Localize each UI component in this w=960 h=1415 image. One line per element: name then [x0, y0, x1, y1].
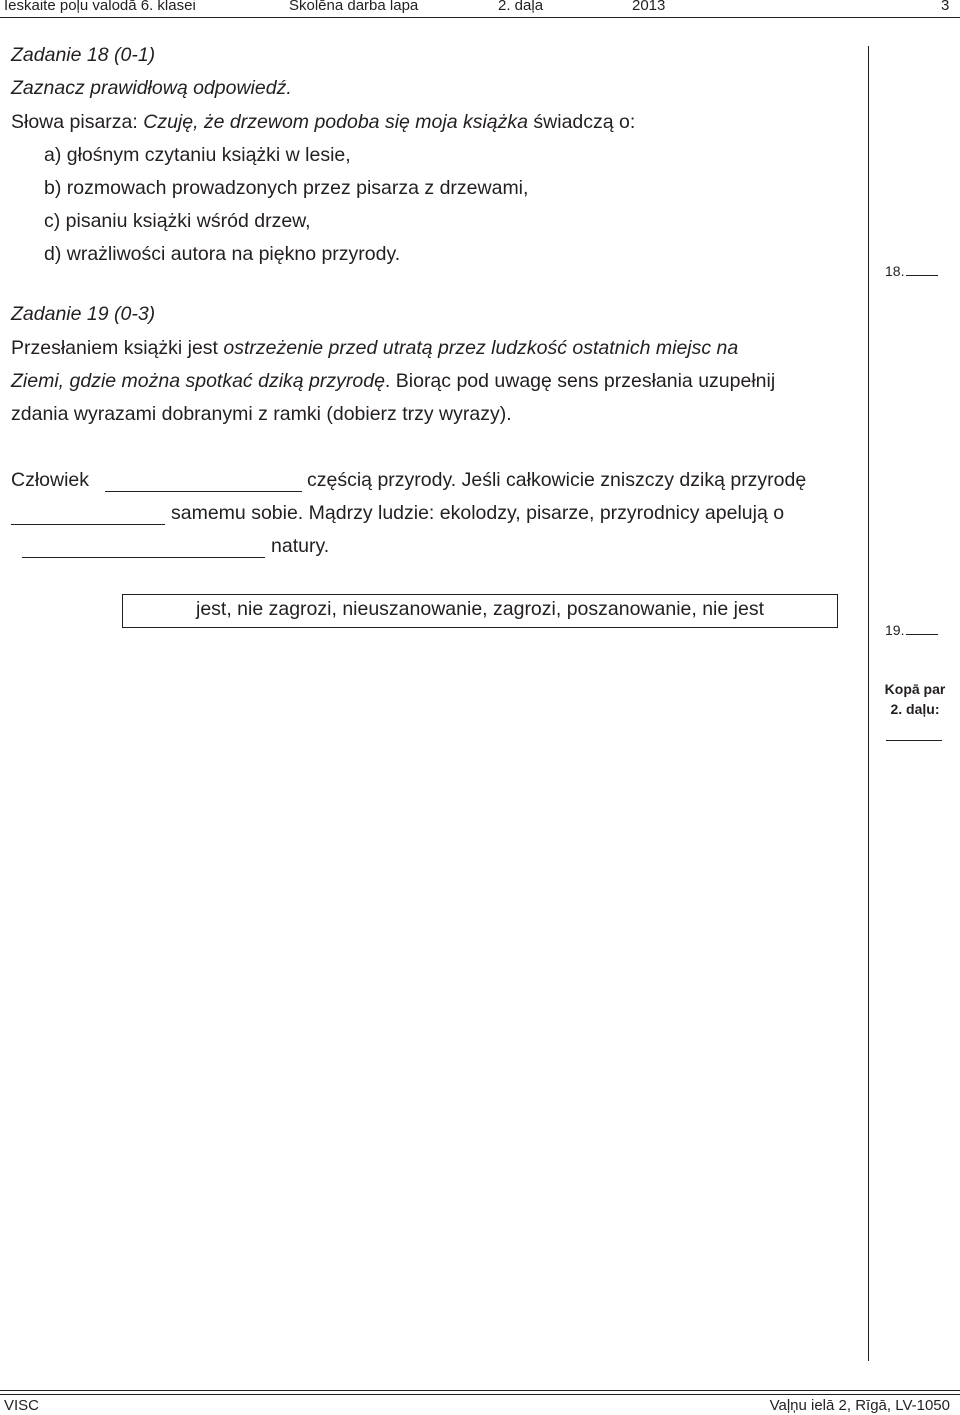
header-doc-type: Skolēna darba lapa [289, 0, 419, 14]
task18-option-c[interactable]: c) pisaniu książki wśród drzew, [44, 210, 311, 232]
task18-score-field[interactable] [906, 263, 938, 276]
fill1-after-text: częścią przyrody. Jeśli całkowicie zniszczy dziką przyrodę [307, 469, 807, 491]
part-total-label [870, 679, 960, 719]
task19-p1-prefix: Przesłaniem książki jest [11, 337, 224, 359]
task18-option-d[interactable]: d) wrażliwości autora na piękno przyrody. [44, 243, 401, 265]
fill3-after-text: natury. [271, 535, 330, 557]
task19-score [885, 622, 938, 638]
footer-organization: VISC [4, 1397, 40, 1414]
task19-p2-italic: Ziemi, gdzie można spotkać dziką przyrodę [11, 370, 385, 392]
task19-score-field[interactable] [906, 622, 938, 635]
task18-question-suffix: świadczą o: [528, 111, 636, 133]
fill1-before-text: Człowiek [11, 469, 90, 491]
header-divider [0, 17, 960, 18]
part-total-line2: 2. daļu: [890, 701, 940, 717]
margin-divider [868, 46, 869, 1361]
task19-paragraph-line2 [11, 369, 775, 393]
header-page-number: 3 [941, 0, 950, 14]
task18-question-quote: Czuję, że drzewom podoba się moja książka [143, 111, 528, 133]
task18-instruction: Zaznacz prawidłową odpowiedź. [11, 77, 292, 99]
task19-paragraph-line1 [11, 336, 738, 360]
part-total-line1: Kopā par [884, 681, 946, 697]
task18-question-prefix: Słowa pisarza: [11, 111, 144, 133]
fill2-after-text: samemu sobie. Mądrzy ludzie: ekolodzy, pisarze, przyrodnicy apelują o [171, 502, 785, 524]
task18-score-label: 18. [885, 263, 905, 279]
footer-address: Vaļņu ielā 2, Rīgā, LV-1050 [769, 1397, 950, 1414]
word-bank-text: jest, nie zagrozi, nieuszanowanie, zagrozi, poszanowanie, nie jest [196, 598, 764, 620]
fill-blank-1[interactable] [105, 491, 302, 492]
task18-heading [11, 43, 155, 67]
word-bank-box [122, 594, 838, 628]
header-part: 2. daļa [498, 0, 544, 14]
footer-divider [0, 1390, 960, 1395]
task19-points: (0-3) [108, 303, 156, 325]
fill-blank-2[interactable] [11, 524, 165, 525]
task18-option-a[interactable]: a) głośnym czytaniu książki w lesie, [44, 144, 351, 166]
task19-p2-suffix: . Biorąc pod uwagę sens przesłania uzupełnij [384, 370, 776, 392]
task19-heading [11, 302, 155, 326]
part-total-field[interactable] [886, 740, 942, 741]
task18-question [11, 110, 635, 134]
task19-paragraph-line3: zdania wyrazami dobranymi z ramki (dobierz trzy wyrazy). [11, 403, 512, 425]
task18-score [885, 263, 938, 279]
task18-title: Zadanie 18 [11, 44, 109, 66]
task19-p1-italic: ostrzeżenie przed utratą przez ludzkość ostatnich miejsc na [223, 337, 739, 359]
task18-option-b[interactable]: b) rozmowach prowadzonych przez pisarza z drzewami, [44, 177, 529, 199]
fill-blank-3[interactable] [22, 557, 265, 558]
header-title: Ieskaite poļu valodā 6. klasei [4, 0, 196, 14]
task19-title: Zadanie 19 [11, 303, 109, 325]
header-year: 2013 [632, 0, 666, 14]
task18-points: (0-1) [108, 44, 156, 66]
task19-score-label: 19. [885, 622, 905, 638]
